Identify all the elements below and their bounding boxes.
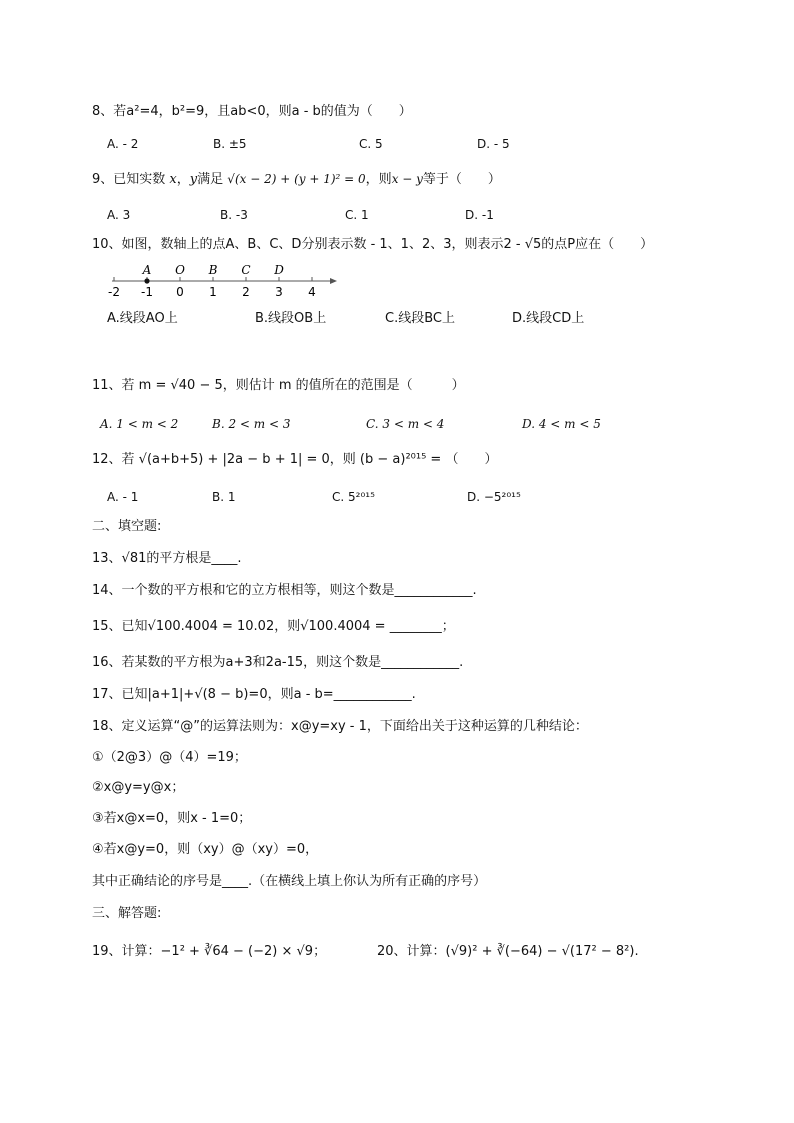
q18-item-2: ②x@y=y@x；: [92, 780, 185, 795]
q18-question: 其中正确结论的序号是____.（在横线上填上你认为所有正确的序号）: [92, 874, 487, 889]
question-10: [92, 236, 653, 254]
question-18: 18、定义运算“@”的运算法则为：x@y=xy - 1，下面给出关于这种运算的几种结论：: [92, 719, 588, 734]
q8-option-c: C. 5: [359, 137, 383, 151]
tick-label: 1: [209, 285, 217, 299]
question-16: 16、若某数的平方根为a+3和2a-15，则这个数是____________.: [92, 655, 464, 670]
q11-option-c: C. 3 < m < 4: [366, 417, 445, 431]
point-label: O: [175, 263, 185, 277]
question-19: 19、计算：−1² + ∛64 − (−2) × √9；: [92, 944, 327, 959]
number-line: [104, 262, 344, 300]
q8-option-a: A. - 2: [107, 137, 139, 151]
q12-text: 12、若 √(a+b+5) + |2a − b + 1| = 0，则 (b − a)²⁰¹⁵ = （ ）: [92, 452, 498, 467]
q9-mid: 满足: [197, 172, 224, 187]
q18-item-1: ①（2@3）@（4）=19；: [92, 750, 247, 765]
tick-label: 4: [308, 285, 316, 299]
tick-label: 0: [176, 285, 184, 299]
question-15: 15、已知√100.4004 = 10.02，则√100.4004 = ________；: [92, 619, 455, 634]
q9-var-y: y: [189, 172, 198, 187]
q9-var-x: x: [169, 172, 177, 187]
q9-option-c: C. 1: [345, 208, 369, 222]
number-line-point-labels: [142, 263, 285, 277]
q18-item-4: ④若x@y=0，则（xy）@（xy）=0，: [92, 842, 319, 857]
q9-option-b: B. -3: [220, 208, 248, 222]
point-label: A: [142, 263, 152, 277]
q9-diff: x − y: [391, 172, 423, 186]
point-label: B: [208, 263, 218, 277]
q9-pre: 9、已知实数: [92, 172, 166, 187]
q10-option-d: D.线段CD上: [512, 311, 585, 326]
question-8: [92, 103, 412, 121]
q10-option-a: A.线段AO上: [107, 311, 178, 326]
q9-post: ，则: [365, 172, 392, 187]
q10-text: 10、如图，数轴上的点A、B、C、D分别表示数 - 1、1、2、3，则表示2 - √5的点P应在（ ）: [92, 237, 654, 252]
q12-option-b: B. 1: [212, 490, 236, 504]
tick-label: 2: [242, 285, 250, 299]
question-13: 13、√81的平方根是____.: [92, 551, 242, 566]
tick-label: -1: [141, 285, 153, 299]
q11-option-a: A. 1 < m < 2: [100, 417, 179, 431]
q12-option-d: D. −5²⁰¹⁵: [467, 490, 521, 504]
q8-option-d: D. - 5: [477, 137, 510, 151]
section-2-title: 二、填空题:: [92, 519, 162, 534]
question-12: [92, 451, 497, 469]
q10-option-b: B.线段OB上: [255, 311, 327, 326]
tick-label: -2: [108, 285, 120, 299]
q9-comma: ，: [176, 172, 190, 187]
q10-option-c: C.线段BC上: [385, 311, 455, 326]
question-11: [92, 377, 465, 395]
point-label: D: [274, 263, 284, 277]
section-3-title: 三、解答题:: [92, 906, 162, 921]
point-label: C: [241, 263, 251, 277]
q11-text: 11、若 m = √40 − 5，则估计 m 的值所在的范围是（ ）: [92, 378, 465, 393]
q9-option-d: D. -1: [465, 208, 494, 222]
q12-option-c: C. 5²⁰¹⁵: [332, 490, 375, 504]
q9-option-a: A. 3: [107, 208, 131, 222]
question-20: 20、计算：(√9)² + ∛(−64) − √(17² − 8²).: [377, 944, 639, 959]
question-8-text: 8、若a²=4，b²=9，且ab<0，则a - b的值为（ ）: [92, 104, 412, 119]
q18-item-3: ③若x@x=0，则x - 1=0；: [92, 811, 252, 826]
question-9: [92, 170, 501, 189]
question-17: 17、已知|a+1|+√(8 − b)=0，则a - b=____________.: [92, 687, 416, 702]
tick-label: 3: [275, 285, 283, 299]
question-14: 14、一个数的平方根和它的立方根相等，则这个数是____________.: [92, 583, 477, 598]
q8-option-b: B. ±5: [213, 137, 247, 151]
q11-option-b: B. 2 < m < 3: [212, 417, 291, 431]
number-line-ticks: [114, 277, 312, 281]
point-a-dot: [144, 278, 149, 283]
q9-end: 等于（ ）: [422, 172, 501, 187]
number-line-tick-labels: [108, 285, 316, 299]
q11-option-d: D. 4 < m < 5: [522, 417, 601, 431]
q9-expression: √(x − 2) + (y + 1)² = 0: [227, 172, 366, 186]
q12-option-a: A. - 1: [107, 490, 139, 504]
